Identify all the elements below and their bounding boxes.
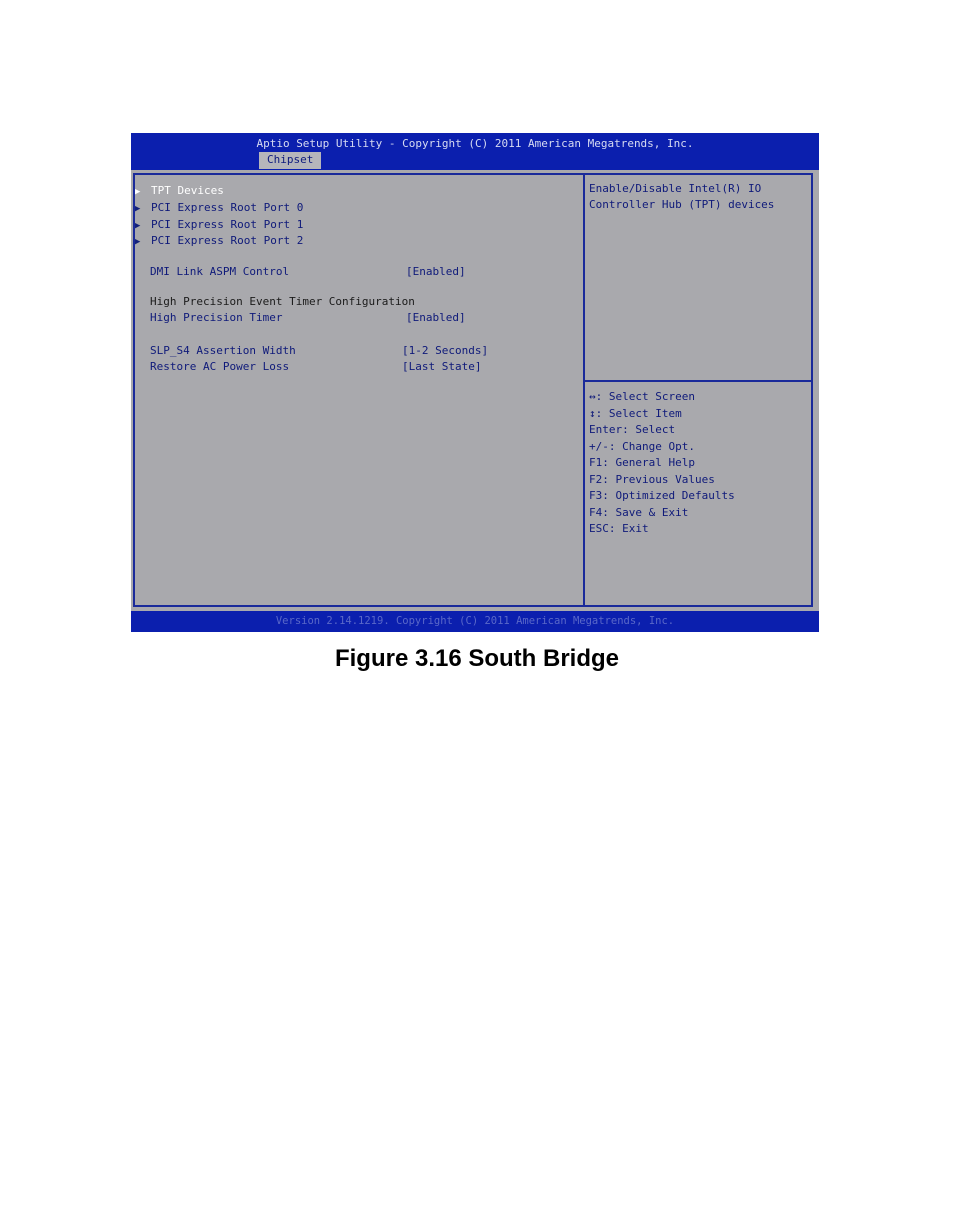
submenu-pci-root-port-1[interactable]: PCI Express Root Port 1 xyxy=(151,218,304,231)
bios-setup-screen xyxy=(131,133,819,632)
hpet-label[interactable]: High Precision Timer xyxy=(150,311,283,324)
help-divider xyxy=(585,380,811,382)
key-change-opt: +/-: Change Opt. xyxy=(589,439,695,453)
key-select-screen: ↔: Select Screen xyxy=(589,390,695,403)
key-f3: F3: Optimized Defaults xyxy=(589,489,735,502)
help-line: Enable/Disable Intel(R) IO xyxy=(589,182,762,195)
dmi-aspm-value[interactable]: [Enabled] xyxy=(406,265,466,278)
figure-caption: Figure 3.16 South Bridge xyxy=(334,645,620,672)
header-bar xyxy=(131,133,819,170)
key-select-item: ↕: Select Item xyxy=(589,406,682,420)
submenu-tpt-devices[interactable]: TPT Devices xyxy=(151,184,224,197)
submenu-arrow-icon: ▶ xyxy=(135,204,141,214)
key-esc: ESC: Exit xyxy=(589,522,649,535)
hpet-value[interactable]: [Enabled] xyxy=(406,311,466,324)
submenu-pci-root-port-2[interactable]: PCI Express Root Port 2 xyxy=(151,234,304,247)
submenu-arrow-icon: ▶ xyxy=(135,237,141,247)
key-f1: F1: General Help xyxy=(589,456,695,469)
header-title: Aptio Setup Utility - Copyright (C) 2011 American Megatrends, Inc. xyxy=(256,137,694,150)
slp-s4-value[interactable]: [1-2 Seconds] xyxy=(402,344,489,357)
submenu-arrow-icon: ▶ xyxy=(135,221,141,231)
tab-chipset[interactable]: Chipset xyxy=(259,152,321,169)
restore-ac-label[interactable]: Restore AC Power Loss xyxy=(150,360,290,373)
key-f4: F4: Save & Exit xyxy=(589,505,689,519)
help-line: Controller Hub (TPT) devices xyxy=(589,198,775,211)
footer-bar xyxy=(131,611,819,632)
restore-ac-value[interactable]: [Last State] xyxy=(402,360,482,373)
submenu-pci-root-port-0[interactable]: PCI Express Root Port 0 xyxy=(151,201,304,214)
key-f2: F2: Previous Values xyxy=(589,472,715,486)
slp-s4-label[interactable]: SLP_S4 Assertion Width xyxy=(150,344,296,357)
version-text: Version 2.14.1219. Copyright (C) 2011 American Megatrends, Inc. xyxy=(275,615,675,627)
help-text xyxy=(589,181,809,213)
hpet-section-heading: High Precision Event Timer Configuration xyxy=(150,295,415,308)
key-legend xyxy=(589,389,735,538)
submenu-arrow-icon: ▶ xyxy=(135,187,141,197)
key-enter: Enter: Select xyxy=(589,423,676,436)
dmi-aspm-label[interactable]: DMI Link ASPM Control xyxy=(150,265,290,278)
